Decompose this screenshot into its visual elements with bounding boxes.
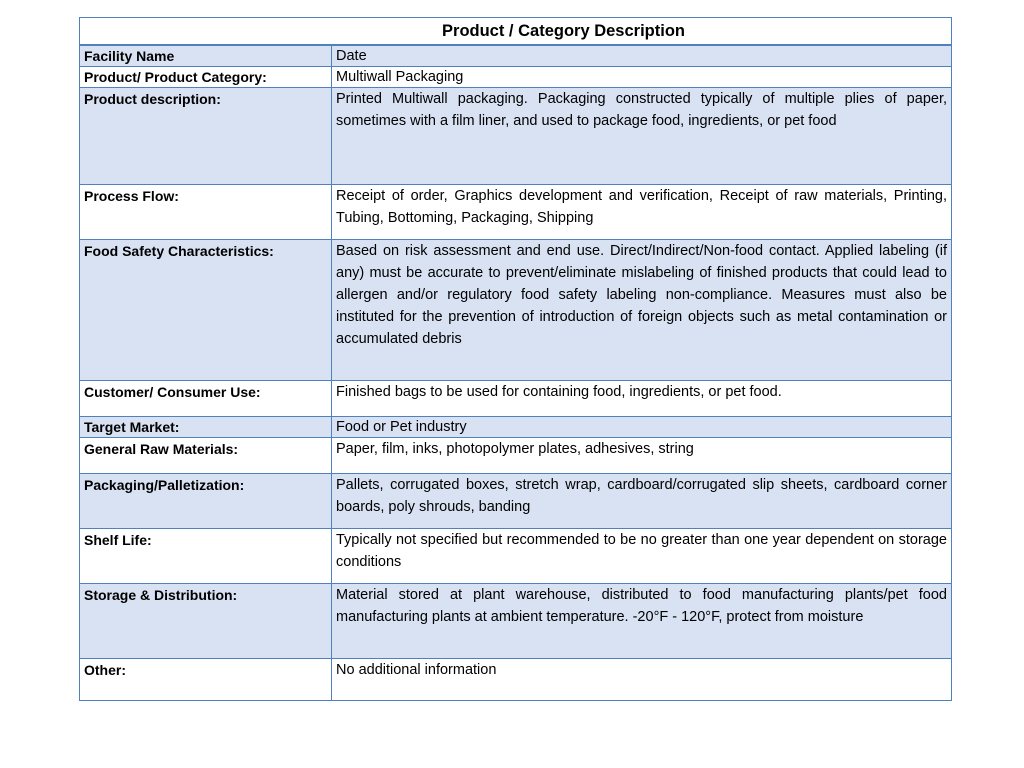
row-label-other: Other: xyxy=(80,659,332,701)
table-row xyxy=(80,381,952,417)
row-label-product-category: Product/ Product Category: xyxy=(80,67,332,88)
row-value-process-flow: Receipt of order, Graphics development and verification, Receipt of raw materials, Printing, Tubing, Bottoming, Packaging, Shipping xyxy=(332,185,952,240)
table-title: Product / Category Description xyxy=(80,18,952,46)
row-label-storage: Storage & Distribution: xyxy=(80,584,332,659)
row-label-raw-materials: General Raw Materials: xyxy=(80,438,332,474)
row-label-target-market: Target Market: xyxy=(80,417,332,438)
table-row xyxy=(80,45,952,67)
row-label-facility-name: Facility Name xyxy=(80,45,332,67)
row-label-customer-use: Customer/ Consumer Use: xyxy=(80,381,332,417)
row-value-product-description: Printed Multiwall packaging. Packaging constructed typically of multiple plies of paper, sometimes with a film liner, and used to package food, ingredients, or pet food xyxy=(332,88,952,185)
product-description-table xyxy=(79,17,952,701)
row-label-process-flow: Process Flow: xyxy=(80,185,332,240)
row-label-packaging: Packaging/Palletization: xyxy=(80,474,332,529)
row-label-shelf-life: Shelf Life: xyxy=(80,529,332,584)
row-value-storage: Material stored at plant warehouse, distributed to food manufacturing plants/pet food manufacturing plants at ambient temperature. -20°F - 120°F, protect from moisture xyxy=(332,584,952,659)
row-value-shelf-life: Typically not specified but recommended to be no greater than one year dependent on storage conditions xyxy=(332,529,952,584)
row-value-date: Date xyxy=(332,45,952,67)
row-value-packaging: Pallets, corrugated boxes, stretch wrap, cardboard/corrugated slip sheets, cardboard corner boards, poly shrouds, banding xyxy=(332,474,952,529)
table-row xyxy=(80,417,952,438)
table-row xyxy=(80,88,952,185)
table-row xyxy=(80,529,952,584)
row-value-raw-materials: Paper, film, inks, photopolymer plates, adhesives, string xyxy=(332,438,952,474)
table-row xyxy=(80,474,952,529)
row-value-customer-use: Finished bags to be used for containing food, ingredients, or pet food. xyxy=(332,381,952,417)
table-row xyxy=(80,67,952,88)
table-row xyxy=(80,240,952,381)
row-value-target-market: Food or Pet industry xyxy=(332,417,952,438)
table-row xyxy=(80,185,952,240)
row-label-food-safety: Food Safety Characteristics: xyxy=(80,240,332,381)
row-value-other: No additional information xyxy=(332,659,952,701)
row-value-food-safety: Based on risk assessment and end use. Direct/Indirect/Non-food contact. Applied labeling (if any) must be accurate to prevent/eliminate mislabeling of finished products that could lead to allergen and/or regulatory food safety labeling non-compliance. Measures must also be instituted for the prevention of introduction of foreign objects such as metal contamination or accumulated debris xyxy=(332,240,952,381)
row-label-product-description: Product description: xyxy=(80,88,332,185)
table-row xyxy=(80,659,952,701)
title-row xyxy=(80,18,952,46)
table-row xyxy=(80,584,952,659)
row-value-product-category: Multiwall Packaging xyxy=(332,67,952,88)
table-row xyxy=(80,438,952,474)
